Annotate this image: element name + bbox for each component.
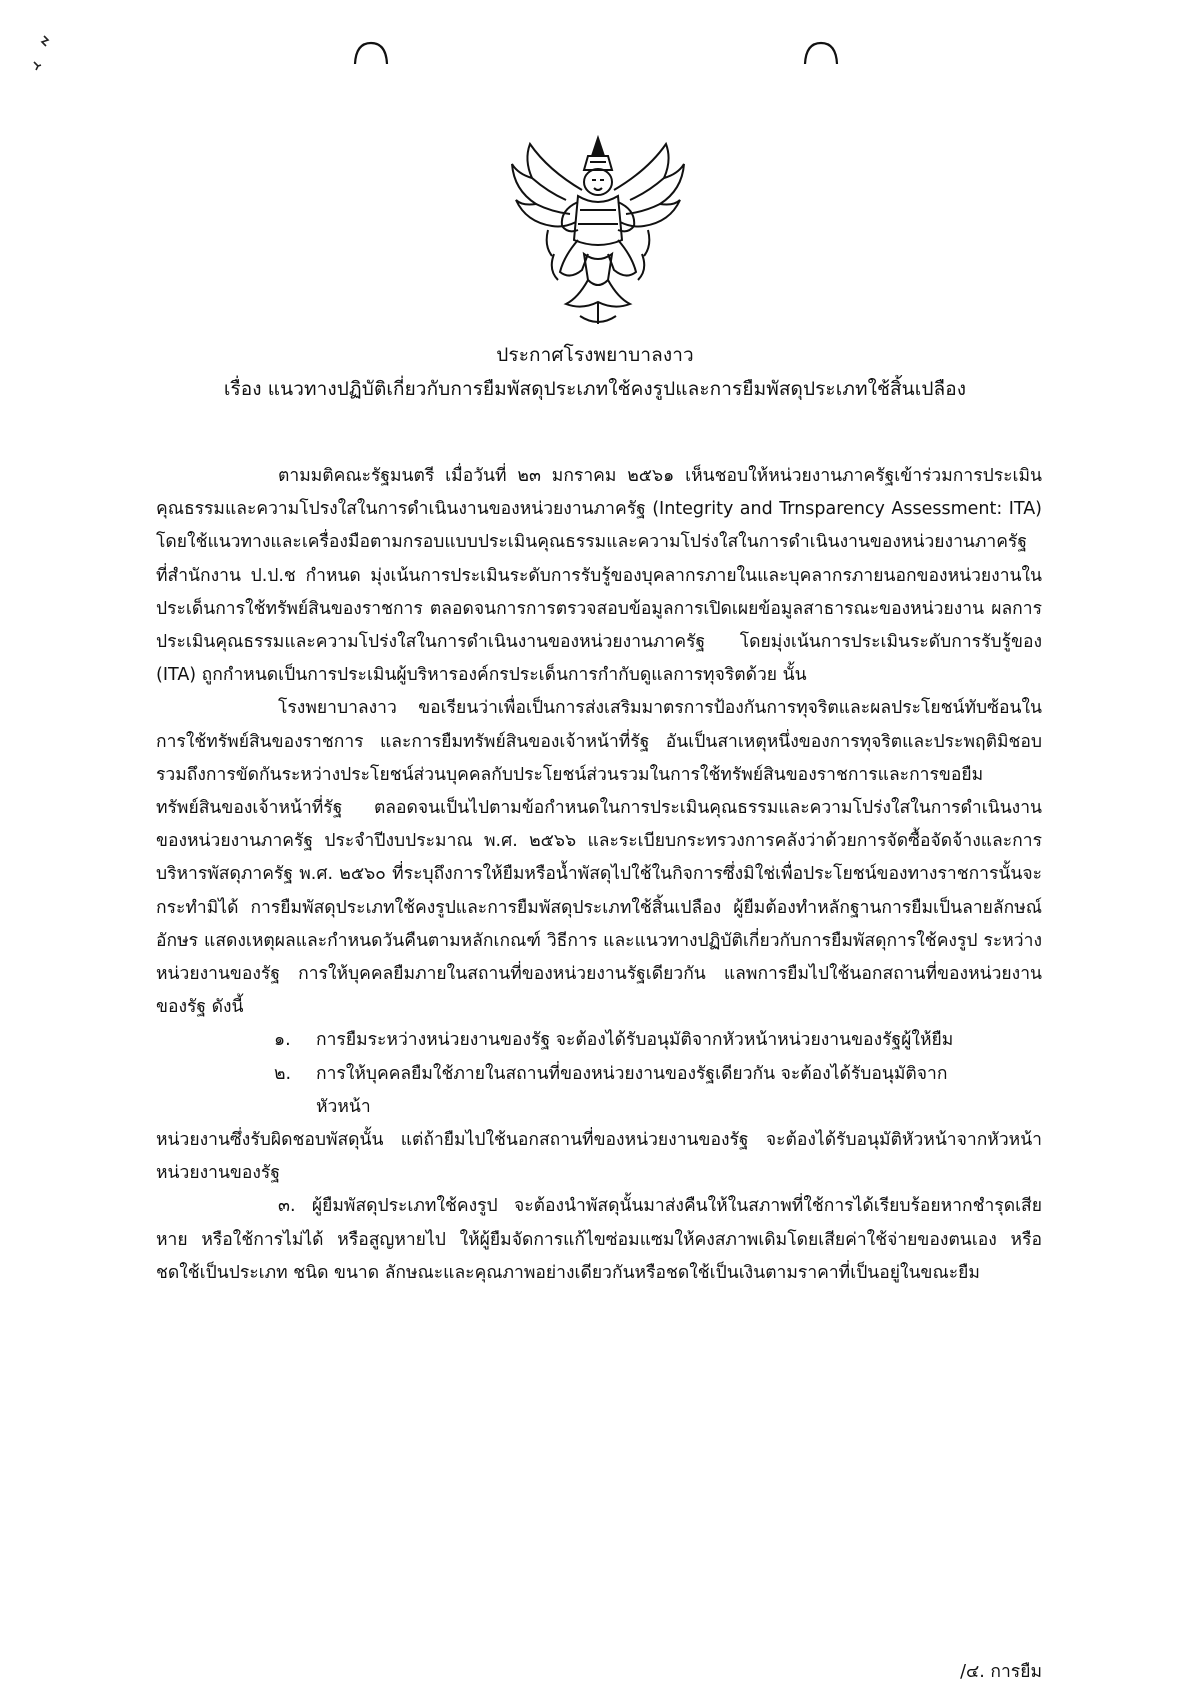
list-item-number: ๑. (274, 1030, 291, 1051)
announcement-heading (0, 340, 1190, 404)
announcement-title: ประกาศโรงพยาบาลงาว (496, 344, 694, 366)
list-item-3: ๓. ผู้ยืมพัสดุประเภทใช้คงรูป จะต้องนำพัสดุนั้นมาส่งคืนให้ในสภาพที่ใช้การได้เรียบร้อยหากชำรุดเสียหาย หรือใช้การไม่ได้ หรือสูญหายไป ให้ผู้ยืมจัดการแก้ไขซ่อมแซมให้คงสภาพเดิมโดยเสียค่าใช้จ่ายของตนเอง หรือชดใช้เป็นประเภท ชนิด ขนาด ลักษณะและคุณภาพอย่างเดียวกันหรือชดใช้เป็นเงินตามราคาที่เป็นอยู่ในขณะยืม (156, 1196, 1042, 1283)
announcement-body (156, 460, 1042, 1290)
page-continuation-ref: /๔. การยืม (960, 1662, 1042, 1682)
paragraph-cabinet-resolution: ตามมติคณะรัฐมนตรี เมื่อวันที่ ๒๓ มกราคม ๒๕๖๑ เห็นชอบให้หน่วยงานภาครัฐเข้าร่วมการประเมินคุณธรรมและความโปรงใสในการดำเนินงานของหน่วยงานภาครัฐ (Integrity and Trnsparency Assessment: ITA) โดยใช้แนวทางและเครื่องมือตามกรอบแบบประเมินคุณธรรมและความโปร่งใสในการดำเนินงานของหน่วยงานภาครัฐ ที่สำนักงาน ป.ป.ช กำหนด มุ่งเน้นการประเมินระดับการรับรู้ของบุคลากรภายในและบุคลากรภายนอกของหน่วยงานในประเด็นการใช้ทรัพย์สินของราชการ ตลอดจนการการตรวจสอบข้อมูลการเปิดเผยข้อมูลสาธารณะของหน่วยงาน ผลการประเมินคุณธรรมและความโปร่งใสในการดำเนินงานของหน่วยงานภาครัฐ โดยมุ่งเน้นการประเมินระดับการรับรู้ของ (ITA) ถูกกำหนดเป็นการประเมินผู้บริหารองค์กรประเด็นการกำกับดูแลการทุจริตด้วย นั้น (156, 466, 1042, 686)
list-item-1 (156, 1024, 1042, 1057)
punch-hole-mark (802, 40, 840, 66)
announcement-subject: เรื่อง แนวทางปฏิบัติเกี่ยวกับการยืมพัสดุประเภทใช้คงรูปและการยืมพัสดุประเภทใช้สิ้นเปลือง (223, 378, 967, 400)
paragraph-hospital-measures: โรงพยาบาลงาว ขอเรียนว่าเพื่อเป็นการส่งเสริมมาตรการป้องกันการทุจริตและผลประโยชน์ทับซ้อนในการใช้ทรัพย์สินของราชการ และการยืมทรัพย์สินของเจ้าหน้าที่รัฐ อันเป็นสาเหตุหนึ่งของการทุจริตและประพฤติมิชอบ รวมถึงการขัดกันระหว่างประโยชน์ส่วนบุคคลกับประโยชน์ส่วนรวมในการใช้ทรัพย์สินของราชการและการขอยืมทรัพย์สินของเจ้าหน้าที่รัฐ ตลอดจนเป็นไปตามข้อกำหนดในการประเมินคุณธรรมและความโปร่งใสในการดำเนินงานของหน่วยงานภาครัฐ ประจำปีงบประมาณ พ.ศ. ๒๕๖๖ และระเบียบกระทรวงการคลังว่าด้วยการจัดซื้อจัดจ้างและการบริหารพัสดุภาครัฐ พ.ศ. ๒๕๖๐ ที่ระบุถึงการให้ยืมหรือน้ำพัสดุไปใช้ในกิจการซึ่งมิใช่เพื่อประโยชน์ของทางราชการนั้นจะกระทำมิได้ การยืมพัสดุประเภทใช้คงรูปและการยืมพัสดุประเภทใช้สิ้นเปลือง ผู้ยืมต้องทำหลักฐานการยืมเป็นลายลักษณ์อักษร แสดงเหตุผลและกำหนดวันคืนตามหลักเกณฑ์ วิธีการ และแนวทางปฏิบัติเกี่ยวกับการยืมพัสดุการใช้คงรูป ระหว่างหน่วยงานของรัฐ การให้บุคคลยืมภายในสถานที่ของหน่วยงานรัฐเดียวกัน แลพการยืมไปใช้นอกสถานที่ของหน่วยงานของรัฐ ดังนี้ (156, 698, 1042, 1018)
list-item-text: การยืมระหว่างหน่วยงานของรัฐ จะต้องได้รับอนุมัติจากหัวหน้าหน่วยงานของรัฐผู้ให้ยืม (316, 1030, 954, 1051)
list-item-2-continuation: หัวหน้า (316, 1096, 371, 1117)
list-item-number: ๒. (274, 1063, 292, 1084)
list-item-2 (156, 1058, 1042, 1091)
punch-hole-mark (352, 40, 390, 66)
list-item-text: การให้บุคคลยืมใช้ภายในสถานที่ของหน่วยงานของรัฐเดียวกัน จะต้องได้รับอนุมัติจาก (316, 1063, 948, 1084)
garuda-emblem-icon (508, 130, 688, 330)
scan-smudge-mark (30, 32, 54, 72)
list-item-2-paragraph: หน่วยงานซึ่งรับผิดชอบพัสดุนั้น แต่ถ้ายืมไปใช้นอกสถานที่ของหน่วยงานของรัฐ จะต้องได้รับอนุมัติหัวหน้าจากหัวหน้าหน่วยงานของรัฐ (156, 1130, 1042, 1184)
